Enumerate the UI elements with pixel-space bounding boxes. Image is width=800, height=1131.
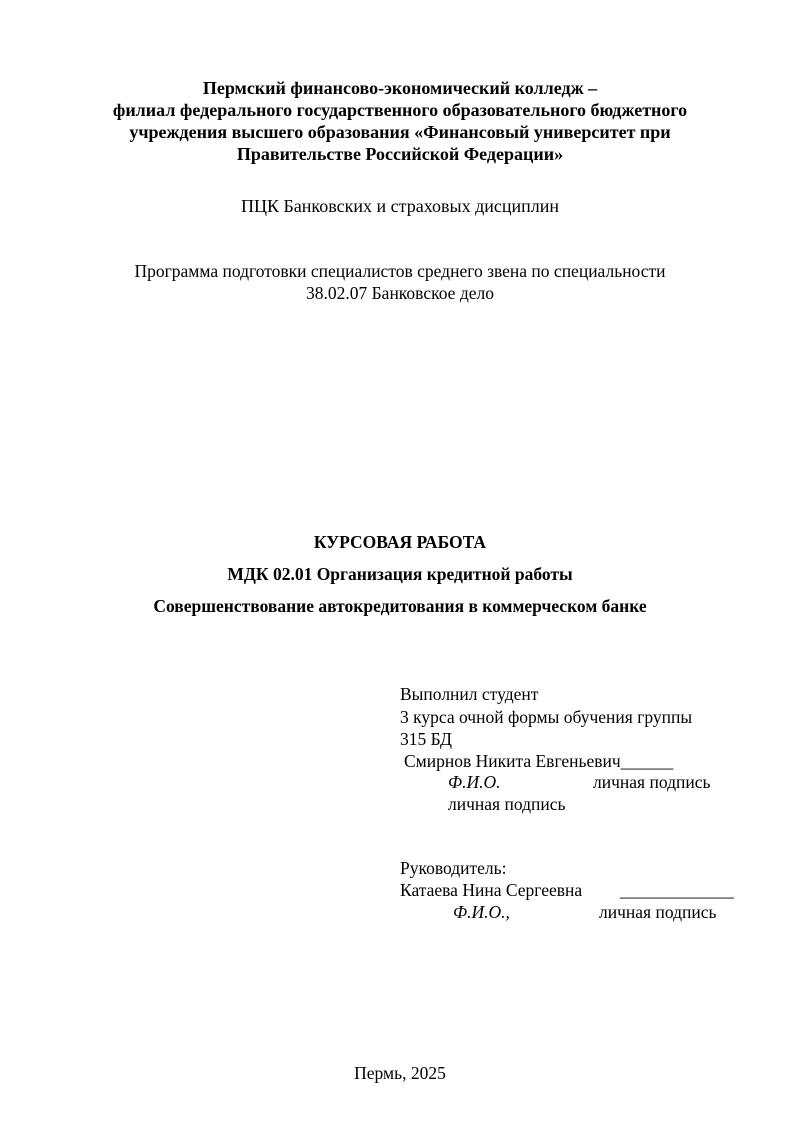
student-course-info: 3 курса очной формы обучения группы [400,707,693,727]
supervisor-fio-caption: Ф.И.О., [453,902,510,922]
student-group: 315 БД [400,729,452,749]
work-topic: Совершенствование автокредитования в коммерческом банке [153,596,647,616]
institution-line-1: Пермский финансово-экономический колледж – [202,78,598,98]
course-title: МДК 02.01 Организация кредитной работы [227,564,573,584]
supervisor-signature-line: _____________ [620,880,734,900]
program-line-2: 38.02.07 Банковское дело [306,283,494,303]
work-type: КУРСОВАЯ РАБОТА [313,532,487,552]
institution-line-3: учреждения высшего образования «Финансовый университет при [129,122,671,142]
institution-line-2: филиал федерального государственного образовательного бюджетного [112,100,688,120]
program-line-1: Программа подготовки специалистов среднего звена по специальности [134,261,666,281]
student-signature-caption: личная подпись [593,772,711,792]
supervisor-label: Руководитель: [400,858,507,878]
institution-line-4: Правительстве Российской Федерации» [236,144,564,164]
student-fio-caption: Ф.И.О. [448,772,501,792]
student-signature-caption-2: личная подпись [448,794,566,814]
supervisor-signature-caption: личная подпись [599,902,717,922]
student-label: Выполнил студент [400,684,539,704]
student-name-line: Смирнов Никита Евгеньевич______ [404,751,674,771]
city-year: Пермь, 2025 [354,1063,446,1083]
department: ПЦК Банковских и страховых дисциплин [240,196,560,216]
supervisor-name: Катаева Нина Сергеевна [400,880,583,900]
